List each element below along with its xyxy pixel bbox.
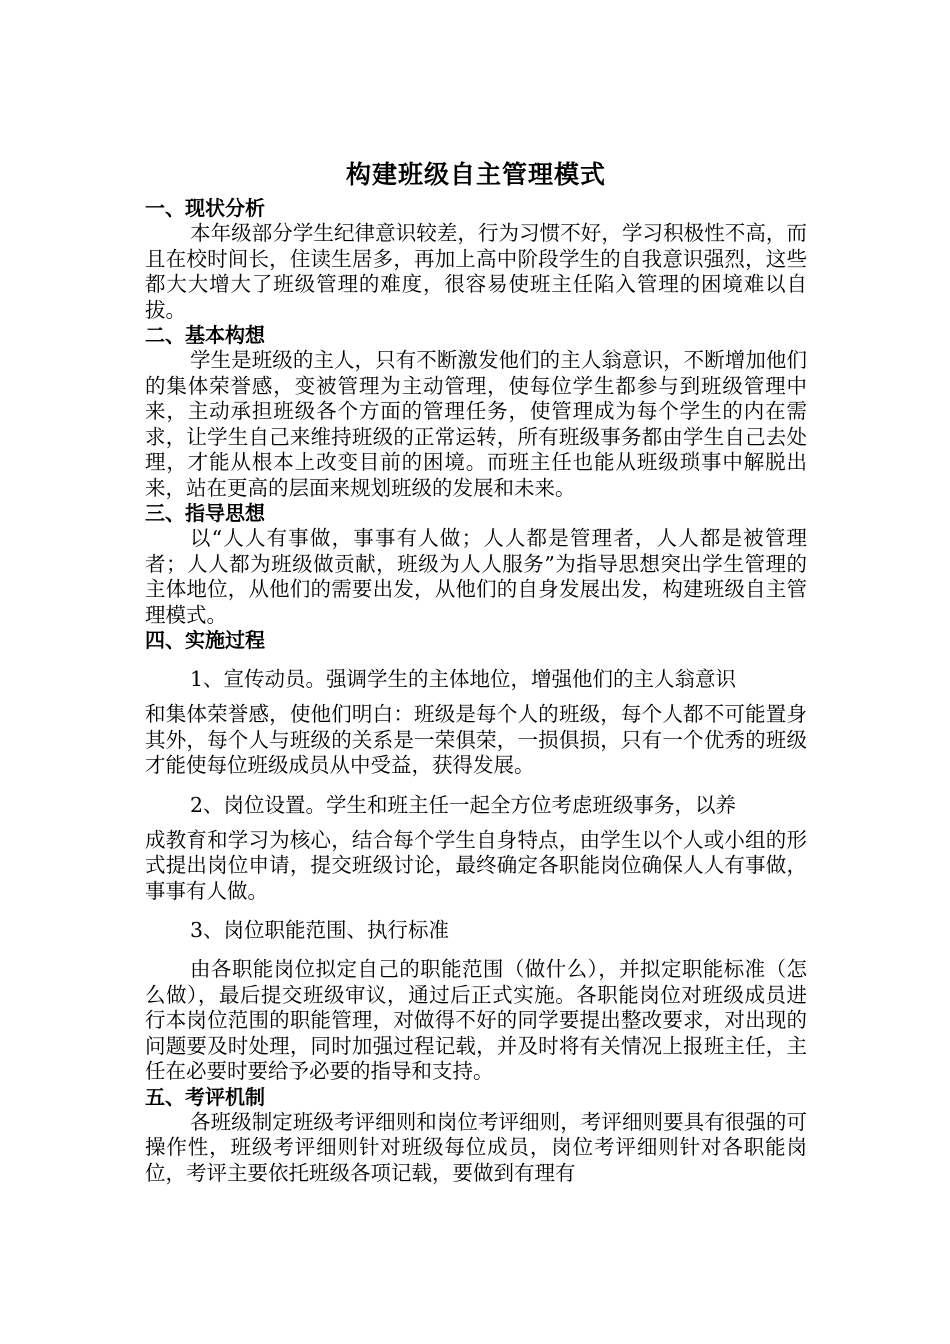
list-item-lead: 2、岗位设置。学生和班主任一起全方位考虑班级事务，以养 bbox=[190, 792, 737, 817]
paragraph: 以“人人有事做，事事有人做；人人都是管理者，人人都是被管理者；人人都为班级做贡献，班级为人人服务”为指导思想突出学生管理的主体地位，从他们的需要出发，从他们的自身发展出发，构建班级自主管理模式。 bbox=[145, 526, 807, 627]
section-basic-concept bbox=[145, 323, 807, 501]
document-title: 构建班级自主管理模式 bbox=[345, 160, 606, 189]
list-item-body: 和集体荣誉感，使他们明白：班级是每个人的班级，每个人都不可能置身其外，每个人与班级的关系是一荣俱荣，一损俱损，只有一个优秀的班级才能使每位班级成员从中受益，获得发展。 bbox=[145, 702, 807, 777]
paragraph: 本年级部分学生纪律意识较差，行为习惯不好，学习积极性不高，而且在校时间长，住读生居多，再加上高中阶段学生的自我意识强烈，这些都大大增大了班级管理的难度，很容易使班主任陷入管理的困境难以自拔。 bbox=[145, 221, 807, 322]
section-heading: 三、指导思想 bbox=[145, 501, 265, 525]
list-item-body: 成教育和学习为核心，结合每个学生自身特点，由学生以个人或小组的形式提出岗位申请，提交班级讨论，最终确定各职能岗位确保人人有事做，事事有人做。 bbox=[145, 827, 807, 903]
list-item-lead: 3、岗位职能范围、执行标准 bbox=[190, 918, 450, 942]
document-page bbox=[145, 158, 807, 1186]
section-evaluation bbox=[145, 1085, 807, 1187]
section-heading: 四、实施过程 bbox=[145, 628, 265, 652]
section-heading: 二、基本构想 bbox=[145, 323, 265, 347]
section-status-analysis bbox=[145, 196, 807, 323]
section-guiding-ideology bbox=[145, 501, 807, 628]
section-heading: 五、考评机制 bbox=[145, 1084, 265, 1109]
paragraph: 各班级制定班级考评细则和岗位考评细则，考评细则要具有很强的可操作性，班级考评细则针对班级每位成员，岗位考评细则针对各职能岗位，考评主要依托班级各项记载，要做到有理有 bbox=[145, 1109, 807, 1185]
paragraph: 由各职能岗位拟定自己的职能范围（做什么），并拟定职能标准（怎么做），最后提交班级审议，通过后正式实施。各职能岗位对班级成员进行本岗位范围的职能管理，对做得不好的同学要提出整改要求，对出现的问题要及时处理，同时加强过程记载，并及时将有关情况上报班主任，主任在必要时要给予必要的指导和支持。 bbox=[145, 957, 807, 1083]
list-item-lead: 1、宣传动员。强调学生的主体地位，增强他们的主人翁意识 bbox=[190, 667, 737, 691]
section-heading: 一、现状分析 bbox=[145, 196, 265, 220]
paragraph: 学生是班级的主人，只有不断激发他们的主人翁意识，不断增加他们的集体荣誉感，变被管理为主动管理，使每位学生都参与到班级管理中来，主动承担班级各个方面的管理任务，使管理成为每个学生的内在需求，让学生自己来维持班级的正常运转，所有班级事务都由学生自己去处理，才能从根本上改变目前的困境。而班主任也能从班级琐事中解脱出来，站在更高的层面来规划班级的发展和未来。 bbox=[145, 348, 807, 500]
section-implementation bbox=[145, 628, 807, 1085]
